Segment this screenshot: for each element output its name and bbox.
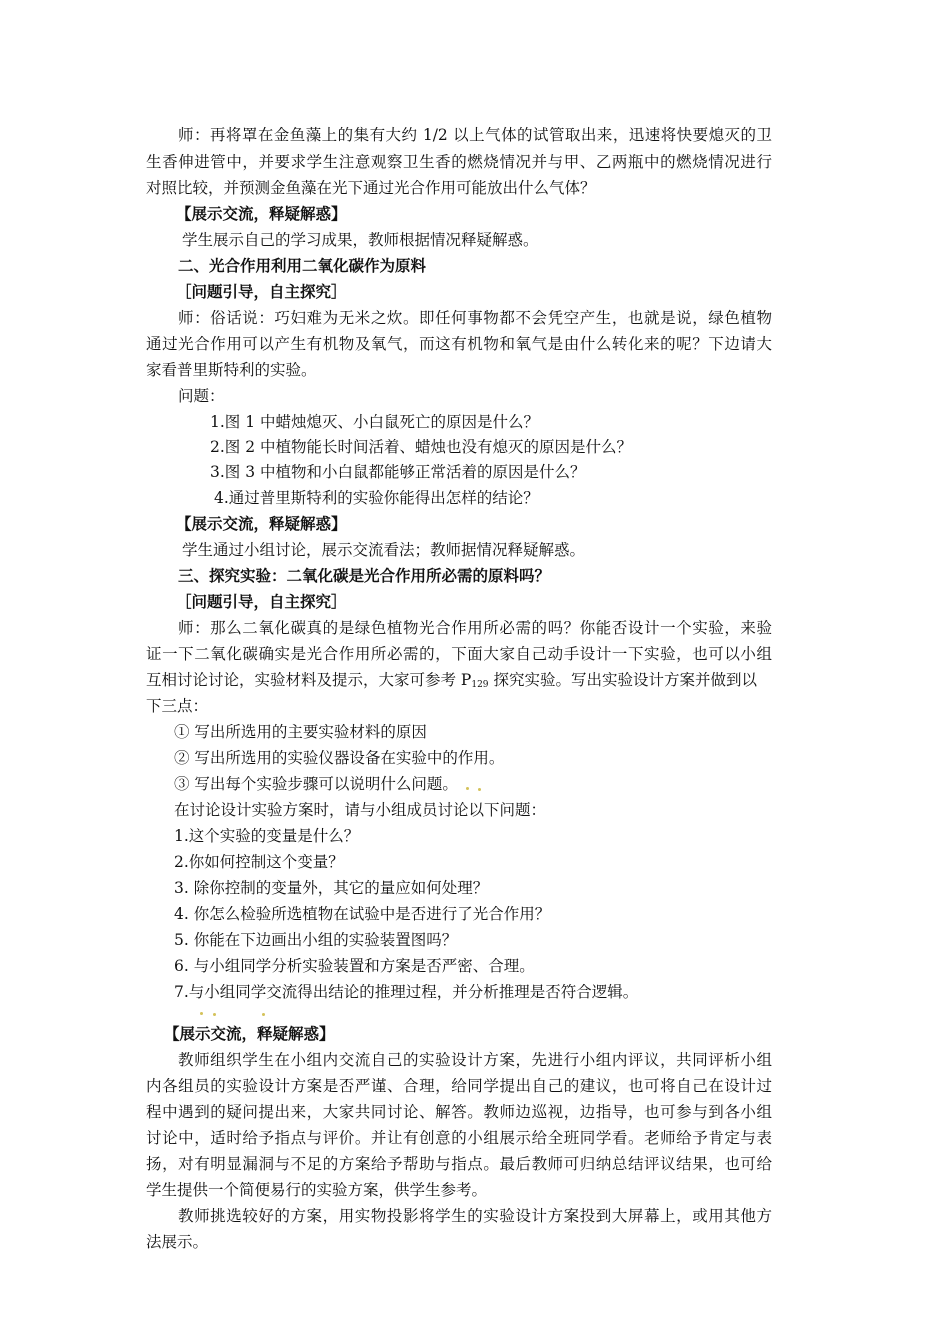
- paragraph-7-line-5: 扬，对有明显漏洞与不足的方案给予帮助与指点。最后教师可归纳总结评议结果，也可给: [146, 1155, 772, 1173]
- paragraph-5-line-1: 师：那么二氧化碳真的是绿色植物光合作用所必需的吗？你能否设计一个实验，来验: [178, 619, 772, 637]
- speck-mark: [213, 1013, 216, 1016]
- question-item: 2.图 2 中植物能长时间活着、蜡烛也没有熄灭的原因是什么？: [210, 438, 633, 456]
- speck-mark: [200, 1012, 203, 1015]
- paragraph-5-line-2: 证一下二氧化碳确实是光合作用所必需的，下面大家自己动手设计一下实验，也可以小组: [146, 645, 772, 663]
- point-item: ③ 写出每个实验步骤可以说明什么问题。: [174, 775, 458, 793]
- discussion-item: 7.与小组同学交流得出结论的推理过程，并分析推理是否符合逻辑。: [174, 983, 639, 1001]
- point-item: ② 写出所选用的实验仪器设备在实验中的作用。: [174, 749, 505, 767]
- paragraph-5-line-3-text-b: 探究实验。写出实验设计方案并做到以: [488, 671, 757, 689]
- speck-mark: [478, 788, 481, 791]
- speck-mark: [466, 787, 469, 790]
- questions-label: 问题：: [178, 387, 225, 405]
- paragraph-3-line-2: 通过光合作用可以产生有机物及氧气，而这有机物和氧气是由什么转化来的呢？下边请大: [146, 335, 772, 353]
- paragraph-3-line-3: 家看普里斯特利的实验。: [146, 361, 317, 379]
- paragraph-5-line-4: 下三点：: [146, 697, 209, 715]
- paragraph-5-line-3: [146, 670, 757, 695]
- paragraph-1-line-2: 生香伸进管中，并要求学生注意观察卫生香的燃烧情况并与甲、乙两瓶中的燃烧情况进行: [146, 153, 772, 171]
- question-item: 3.图 3 中植物和小白鼠都能够正常活着的原因是什么？: [210, 463, 586, 481]
- page-subscript: 129: [471, 680, 489, 690]
- paragraph-7-line-2: 内各组员的实验设计方案是否严谨、合理，给同学提出自己的建议，也可将自己在设计过: [146, 1077, 772, 1095]
- question-item: 1.图 1 中蜡烛熄灭、小白鼠死亡的原因是什么？: [210, 413, 540, 431]
- paragraph-4: 学生通过小组讨论，展示交流看法；教师据情况释疑解惑。: [182, 541, 586, 559]
- heading-show-exchange-1: 【展示交流，释疑解惑】: [176, 204, 347, 223]
- section-2-title: 二、光合作用利用二氧化碳作为原料: [178, 256, 427, 275]
- speck-mark: [262, 1013, 265, 1016]
- discussion-item: 2.你如何控制这个变量？: [174, 853, 344, 871]
- discussion-item: 5. 你能在下边画出小组的实验装置图吗？: [174, 931, 458, 949]
- paragraph-7-line-3: 程中遇到的疑问提出来，大家共同讨论、解答。教师边巡视，边指导，也可参与到各小组: [146, 1103, 772, 1121]
- section-3-title: 三、探究实验：二氧化碳是光合作用所必需的原料吗？: [178, 566, 551, 585]
- heading-problem-guide-2: ［问题引导，自主探究］: [176, 282, 347, 301]
- paragraph-7-line-1: 教师组织学生在小组内交流自己的实验设计方案，先进行小组内评议，共同评析小组: [178, 1051, 772, 1069]
- question-item: 4.通过普里斯特利的实验你能得出怎样的结论？: [214, 489, 539, 507]
- paragraph-2: 学生展示自己的学习成果，教师根据情况释疑解惑。: [182, 231, 539, 249]
- paragraph-8-line-1: 教师挑选较好的方案，用实物投影将学生的实验设计方案投到大屏幕上，或用其他方: [178, 1207, 772, 1225]
- discussion-item: 4. 你怎么检验所选植物在试验中是否进行了光合作用？: [174, 905, 551, 923]
- paragraph-7-line-4: 讨论中，适时给予指点与评价。并让有创意的小组展示给全班同学看。老师给予肯定与表: [146, 1129, 772, 1147]
- paragraph-3-line-1: 师：俗话说：巧妇难为无米之炊。即任何事物都不会凭空产生，也就是说，绿色植物: [178, 309, 772, 327]
- paragraph-1-line-3: 对照比较，并预测金鱼藻在光下通过光合作用可能放出什么气体？: [146, 179, 596, 197]
- discussion-item: 1.这个实验的变量是什么？: [174, 827, 360, 845]
- point-item: ① 写出所选用的主要实验材料的原因: [174, 723, 427, 741]
- paragraph-8-line-2: 法展示。: [146, 1233, 209, 1251]
- discussion-item: 3. 除你控制的变量外，其它的量应如何处理？: [174, 879, 489, 897]
- heading-show-exchange-3: 【展示交流，释疑解惑】: [164, 1024, 335, 1043]
- paragraph-5-line-3-text-a: 互相讨论讨论，实验材料及提示，大家可参考 P: [146, 671, 472, 689]
- discussion-item: 6. 与小组同学分析实验装置和方案是否严密、合理。: [174, 957, 535, 975]
- heading-show-exchange-2: 【展示交流，释疑解惑】: [176, 514, 347, 533]
- heading-problem-guide-3: ［问题引导，自主探究］: [176, 592, 347, 611]
- paragraph-1-line-1: 师：再将罩在金鱼藻上的集有大约 1/2 以上气体的试管取出来，迅速将快要熄灭的卫: [178, 126, 772, 144]
- paragraph-6: 在讨论设计实验方案时，请与小组成员讨论以下问题：: [174, 801, 547, 819]
- paragraph-7-line-6: 学生提供一个简便易行的实验方案，供学生参考。: [146, 1181, 488, 1199]
